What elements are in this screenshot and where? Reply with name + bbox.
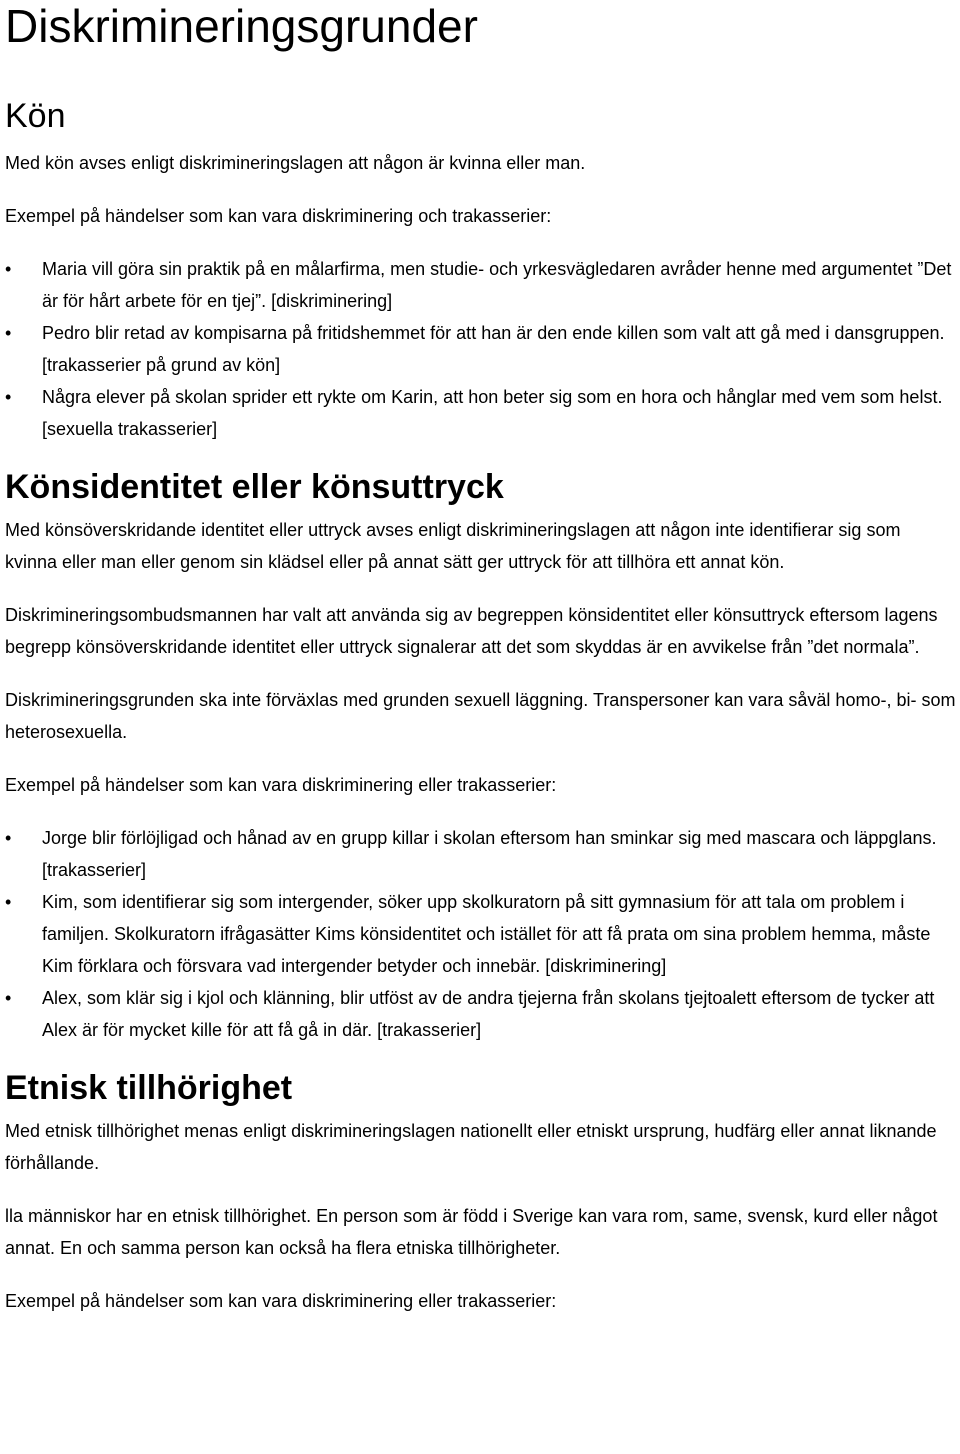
section-etnisk-tillhorighet — [5, 1068, 957, 1317]
paragraph: Med könsöverskridande identitet eller uttryck avses enligt diskrimineringslagen att någon inte identifierar sig som kvinna eller man eller genom sin klädsel eller på annat sätt ger uttryck för att tillhöra ett annat kön. — [5, 520, 901, 572]
document-page — [5, 0, 957, 1317]
section-konsidentitet — [5, 467, 957, 1046]
paragraph: Med kön avses enligt diskrimineringslagen att någon är kvinna eller man. — [5, 153, 586, 173]
list-item: • Alex, som klär sig i kjol och klänning, blir utföst av de andra tjejerna från skolans tjejtoalett eftersom de tycker att Alex är för mycket kille för att få gå in där. [trakasserier] — [5, 982, 957, 1046]
section-kon — [5, 96, 957, 445]
list-item: • Några elever på skolan sprider ett rykte om Karin, att hon beter sig som en hora och hånglar med vem som helst. [sexuella trakasserier] — [5, 381, 957, 445]
example-list — [5, 253, 957, 445]
section-heading: Könsidentitet eller könsuttryck — [5, 468, 504, 506]
paragraph: Exempel på händelser som kan vara diskriminering och trakasserier: — [5, 206, 552, 226]
paragraph: Med etnisk tillhörighet menas enligt diskrimineringslagen nationellt eller etniskt ursprung, hudfärg eller annat liknande förhållande. — [5, 1121, 937, 1173]
list-item: • Jorge blir förlöjligad och hånad av en grupp killar i skolan eftersom han sminkar sig med mascara och läppglans. [trakasserier] — [5, 822, 957, 886]
paragraph: Diskrimineringsgrunden ska inte förväxlas med grunden sexuell läggning. Transpersoner kan vara såväl homo-, bi- som heterosexuella. — [5, 690, 956, 742]
example-list — [5, 822, 957, 1046]
list-item: • Pedro blir retad av kompisarna på fritidshemmet för att han är den ende killen som valt att gå med i dansgruppen. [trakasserier på grund av kön] — [5, 317, 957, 381]
section-heading: Kön — [5, 97, 66, 135]
page-title: Diskrimineringsgrunder — [5, 0, 478, 52]
list-item: • Kim, som identifierar sig som intergender, söker upp skolkuratorn på sitt gymnasium för att tala om problem i familjen. Skolkuratorn ifrågasätter Kims könsidentitet och istället för att få prata om sina problem hemma, måste Kim förklara och försvara vad intergender betyder och innebär. [diskriminering] — [5, 886, 957, 982]
paragraph: Diskrimineringsombudsmannen har valt att använda sig av begreppen könsidentitet eller könsuttryck eftersom lagens begrepp könsöverskridande identitet eller uttryck signalerar att det som skyddas är en avvikelse från ”det normala”. — [5, 605, 938, 657]
paragraph: Exempel på händelser som kan vara diskriminering eller trakasserier: — [5, 775, 557, 795]
list-item: • Maria vill göra sin praktik på en målarfirma, men studie- och yrkesvägledaren avråder henne med argumentet ”Det är för hårt arbete för en tjej”. [diskriminering] — [5, 253, 957, 317]
paragraph: Exempel på händelser som kan vara diskriminering eller trakasserier: — [5, 1291, 557, 1311]
section-heading: Etnisk tillhörighet — [5, 1069, 293, 1107]
paragraph: lla människor har en etnisk tillhörighet. En person som är född i Sverige kan vara rom, same, svensk, kurd eller något annat. En och samma person kan också ha flera etniska tillhörigheter. — [5, 1206, 938, 1258]
